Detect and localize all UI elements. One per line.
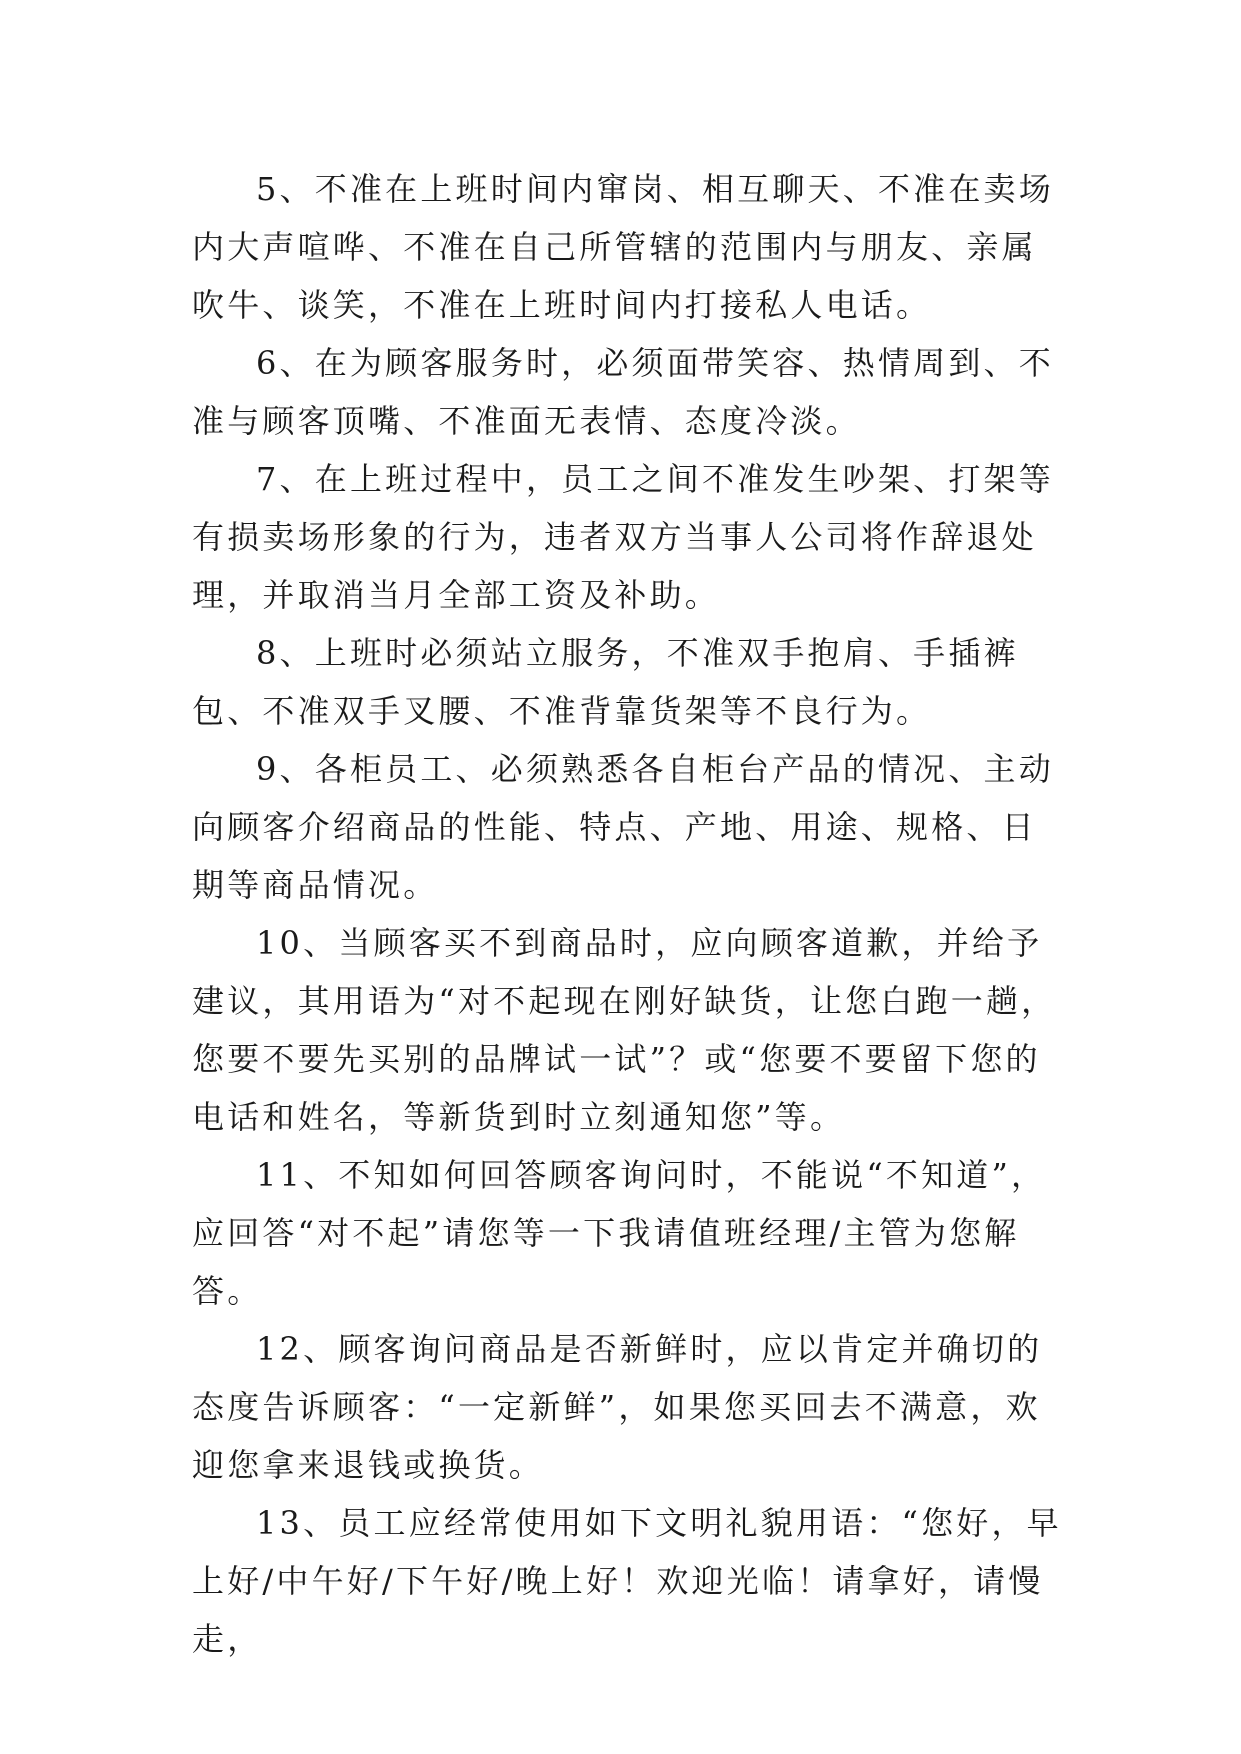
paragraph-rule-10: 10、当顾客买不到商品时，应向顾客道歉，并给予建议，其用语为“对不起现在刚好缺货，让您白跑一趟，您要不要先买别的品牌试一试”？或“您要不要留下您的电话和姓名，等新货到时立刻通知您”等。 bbox=[192, 924, 1057, 1136]
paragraph-rule-11: 11、不知如何回答顾客询问时，不能说“不知道”，应回答“对不起”请您等一下我请值班经理/主管为您解答。 bbox=[192, 1156, 1047, 1310]
paragraph-rule-7: 7、在上班过程中，员工之间不准发生吵架、打架等有损卖场形象的行为，违者双方当事人公司将作辞退处理，并取消当月全部工资及补助。 bbox=[192, 460, 1054, 614]
paragraph-rule-13: 13、员工应经常使用如下文明礼貌用语：“您好，早上好/中午好/下午好/晚上好！欢迎光临！请拿好，请慢走， bbox=[192, 1504, 1062, 1658]
document-body bbox=[192, 160, 1062, 1668]
paragraph-rule-8: 8、上班时必须站立服务，不准双手抱肩、手插裤包、不准双手叉腰、不准背靠货架等不良行为。 bbox=[192, 634, 1019, 730]
paragraph-rule-12: 12、顾客询问商品是否新鲜时，应以肯定并确切的态度告诉顾客：“一定新鲜”，如果您买回去不满意，欢迎您拿来退钱或换货。 bbox=[192, 1330, 1043, 1484]
paragraph-rule-6: 6、在为顾客服务时，必须面带笑容、热情周到、不准与顾客顶嘴、不准面无表情、态度冷淡。 bbox=[192, 344, 1054, 440]
paragraph-rule-5: 5、不准在上班时间内窜岗、相互聊天、不准在卖场内大声喧哗、不准在自己所管辖的范围内与朋友、亲属吹牛、谈笑，不准在上班时间内打接私人电话。 bbox=[192, 170, 1054, 324]
paragraph-rule-9: 9、各柜员工、必须熟悉各自柜台产品的情况、主动向顾客介绍商品的性能、特点、产地、用途、规格、日期等商品情况。 bbox=[192, 750, 1054, 904]
